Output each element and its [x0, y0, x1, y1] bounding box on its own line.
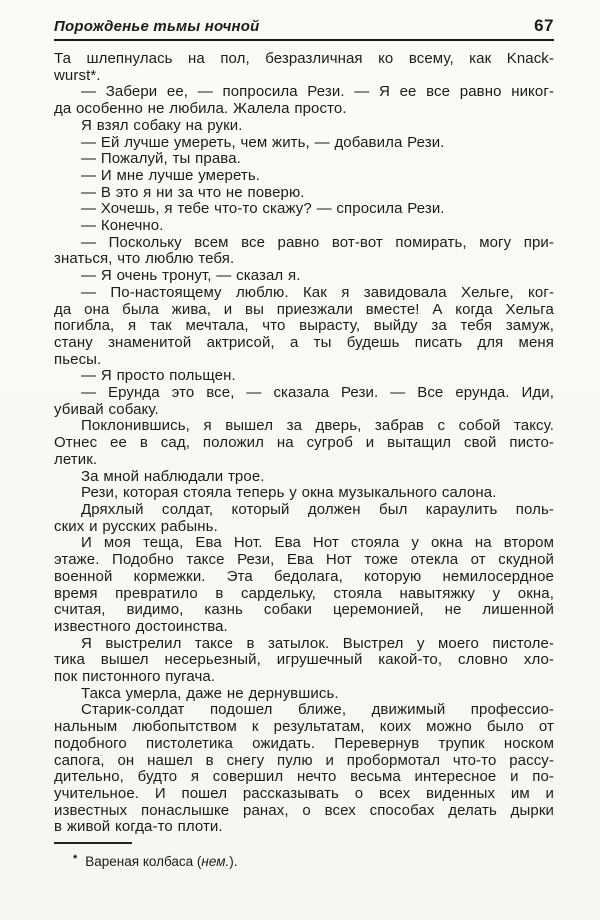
text-line: Я выстрелил таксе в затылок. Выстрел у моего пистоле-: [81, 634, 554, 652]
page-header: [54, 16, 554, 41]
text-line: wurst*.: [54, 66, 101, 84]
running-title: Порожденье тьмы ночной: [54, 18, 260, 35]
text-line: подобного пистолетика ожидать. Перевернув трупик носком: [54, 734, 554, 752]
text-line: И моя теща, Ева Нот. Ева Нот стояла у окна на втором: [81, 534, 554, 552]
text-line: убивай собаку.: [54, 400, 159, 418]
text-line: нальным любопытством к результатам, коих можно было от: [54, 718, 554, 736]
text-line: Поклонившись, я вышел за дверь, забрав с собой таксу.: [81, 417, 554, 435]
footnote-language-abbrev: нем.: [201, 854, 230, 869]
text-line: военной кормежки. Эта бедолага, которую немилосердное: [54, 567, 554, 585]
text-line: — Ей лучше умереть, чем жить, — добавила Рези.: [81, 133, 445, 151]
text-line: в живой когда-то плоти.: [54, 818, 223, 836]
footnote: [54, 851, 237, 870]
footnote-marker: *: [73, 853, 78, 865]
text-line: — Ерунда это все, — сказала Рези. — Все ерунда. Иди,: [81, 384, 554, 402]
text-line: — Я просто польщен.: [81, 367, 236, 385]
text-line: — В это я ни за что не поверю.: [81, 183, 305, 201]
text-line: — Конечно.: [81, 217, 164, 235]
text-line: стану знаменитой актрисой, а ты будешь писать для меня: [54, 333, 554, 351]
text-line: знаться, что люблю тебя.: [54, 250, 235, 268]
text-line: время превратило в сардельку, стояла навытяжку у окна,: [54, 584, 554, 602]
text-line: сапога, он нашел в снегу пулю и пробормотал что-то рассу-: [54, 751, 554, 769]
text-line: — По-настоящему люблю. Как я завидовала Хельге, ког-: [81, 283, 554, 301]
text-line: — Поскольку всем все равно вот-вот помирать, могу при-: [81, 233, 554, 251]
text-line: тика вышел несерьезный, игрушечный какой-то, словно хло-: [54, 651, 554, 669]
text-line: — Я очень тронут, — сказал я.: [81, 267, 301, 285]
text-line: — Пожалуй, ты права.: [81, 150, 241, 168]
text-line: известного достоинства.: [54, 617, 228, 635]
text-line: да она была жива, и вы приезжали вместе! А когда Хельга: [54, 300, 554, 318]
page-number: 67: [534, 16, 554, 35]
text-line: — Хочешь, я тебе что-то скажу? — спросила Рези.: [81, 200, 445, 218]
text-line: Такса умерла, даже не дернувшись.: [81, 684, 339, 702]
text-line: Та шлепнулась на пол, безразличная ко всему, как Knack-: [54, 50, 554, 67]
text-line: дительно, будто я совершил нечто весьма интересное и по-: [54, 768, 554, 786]
footnote-text-after: ).: [229, 854, 238, 869]
text-line: считая, видимо, казнь собаки церемонией, не лишенной: [54, 601, 554, 619]
text-line: Отнес ее в сад, положил на сугроб и вытащил свой писто-: [54, 434, 554, 452]
text-line: — Забери ее, — попросила Рези. — Я ее все равно никог-: [81, 83, 554, 101]
text-line: этаже. Подобно таксе Рези, Ева Нот тоже отекла от скудной: [54, 551, 554, 569]
text-line: пьесы.: [54, 350, 102, 368]
text-line: — И мне лучше умереть.: [81, 166, 261, 184]
text-line: учительное. И пошел рассказывать о всех виденных им и: [54, 784, 554, 802]
text-line: известных понаслышке ранах, о всех способах делать дырки: [54, 801, 554, 819]
text-line: Я взял собаку на руки.: [81, 116, 243, 134]
text-line: летик.: [54, 450, 98, 468]
body-text: [54, 51, 554, 836]
text-line: Старик-солдат подошел ближе, движимый профессио-: [81, 701, 554, 719]
footnote-rule: [54, 842, 132, 844]
text-line: Рези, которая стояла теперь у окна музыкального салона.: [81, 484, 497, 502]
text-line: пок пистонного пугача.: [54, 668, 216, 686]
text-line: ских и русских рабынь.: [54, 517, 218, 535]
text-line: погибла, я так мечтала, что вырасту, выйду за тебя замуж,: [54, 317, 554, 335]
text-line: Дряхлый солдат, который должен был караулить поль-: [81, 500, 554, 518]
footnote-text-before: Вареная колбаса (: [85, 854, 202, 869]
text-line: да особенно не любила. Жалела просто.: [54, 100, 347, 118]
text-line: За мной наблюдали трое.: [81, 467, 265, 485]
